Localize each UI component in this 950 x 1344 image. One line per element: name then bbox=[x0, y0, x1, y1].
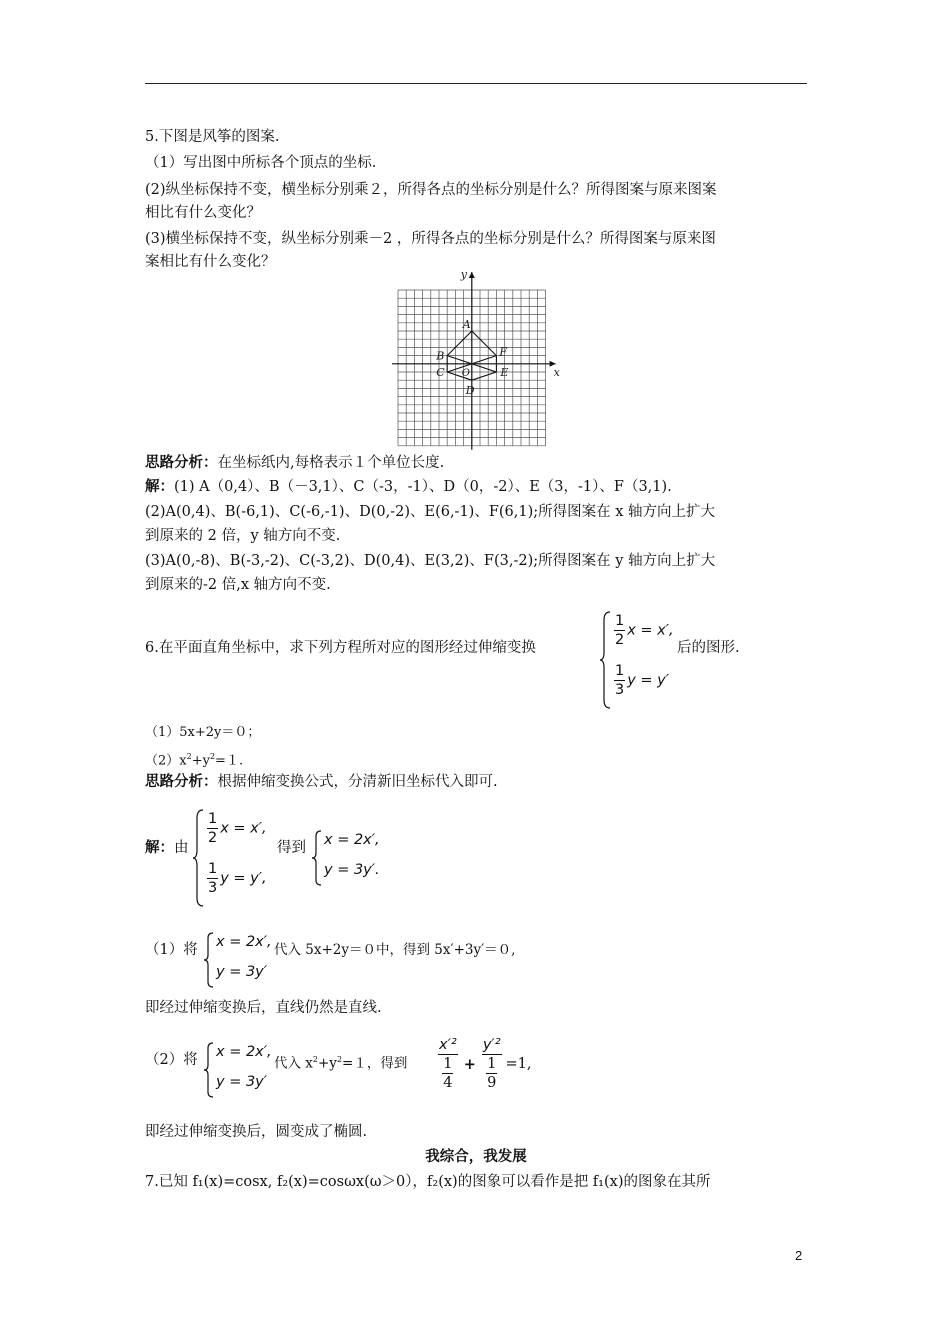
transform-eq-2: y = y′ bbox=[627, 672, 670, 689]
case1-post: 代入 5x+2y＝０中，得到 5x′+3y′＝０, bbox=[274, 942, 516, 958]
q7-text: 7.已知 f₁(x)=cosx, f₂(x)=cosωx(ω＞0），f₂(x)的图象可以看作是把 f₁(x)的图象在其所 bbox=[145, 1174, 711, 1190]
kite-coordinate-graph bbox=[390, 268, 565, 453]
x-axis-label: x bbox=[553, 365, 560, 379]
q5-solution-2-line1: (2)A(0,4)、B(-6,1)、C(-6,-1)、D(0,-2)、E(6,-1)、F(6,1);所得图案在 x 轴方向上扩大 bbox=[145, 504, 716, 520]
analysis-label: 思路分析： bbox=[145, 454, 218, 471]
q5-solution-1 bbox=[145, 477, 672, 497]
origin-label: O bbox=[461, 367, 471, 379]
left-brace-icon bbox=[204, 1042, 214, 1098]
q5-solution-3-line2: 到原来的-2 倍,x 轴方向不变. bbox=[145, 577, 331, 593]
case2-conclusion: 即经过伸缩变换后，圆变成了椭圆. bbox=[145, 1124, 368, 1140]
q5-solution-3-line1: (3)A(0,-8)、B(-3,-2)、C(-3,2)、D(0,4)、E(3,2)、F(3,-2);所得图案在 y 轴方向上扩大 bbox=[145, 553, 716, 569]
q5-part1: （1）写出图中所标各个顶点的坐标. bbox=[145, 155, 377, 171]
kite-edge bbox=[472, 372, 497, 380]
q5-analysis bbox=[145, 453, 444, 473]
case1-pre: （1）将 bbox=[145, 942, 198, 958]
q5-part3-line2: 案相比有什么变化？ bbox=[145, 254, 276, 270]
transform-eq-1: x = x′, bbox=[627, 622, 674, 639]
header-rule bbox=[145, 83, 807, 84]
kite-edge bbox=[447, 331, 472, 356]
q5-part2-line2: 相比有什么变化？ bbox=[145, 205, 261, 221]
case2-mid: 代入 $x^2+y^2=1$，得到 bbox=[274, 1055, 408, 1072]
q6-get: 得到 bbox=[277, 840, 306, 856]
left-brace-icon bbox=[204, 932, 214, 988]
left-brace-icon bbox=[312, 830, 322, 886]
q6-after: 后的图形. bbox=[677, 640, 740, 656]
page-number: 2 bbox=[795, 1248, 803, 1263]
q6-eq2: $(2)x^2+y^2=1$. bbox=[145, 752, 244, 769]
y-axis-label: y bbox=[460, 268, 468, 281]
point-label-a: A bbox=[462, 318, 471, 331]
fraction: $\frac{1}{3}$ bbox=[615, 663, 625, 698]
q6-intro: 6.在平面直角坐标中，求下列方程所对应的图形经过伸缩变换 bbox=[145, 640, 536, 656]
left-brace-icon bbox=[600, 610, 612, 710]
fraction: $\frac{1}{2}$ bbox=[615, 613, 625, 648]
point-label-f: F bbox=[499, 345, 508, 359]
left-brace-icon bbox=[193, 808, 205, 908]
solution-label: 解： bbox=[145, 478, 174, 495]
point-label-b: B bbox=[436, 349, 445, 363]
point-label-e: E bbox=[500, 366, 509, 379]
case2-pre: （2）将 bbox=[145, 1052, 198, 1068]
q5-title: 5.下图是风筝的图案. bbox=[145, 129, 280, 145]
case2-ellipse-equation: $\frac{\text{x′²}}{\frac{1}{4}}$ + $\frac{\text{y′²}}{\frac{1}{9}}$ =1, bbox=[439, 1037, 532, 1091]
q6-analysis: 思路分析：根据伸缩变换公式，分清新旧坐标代入即可. bbox=[145, 773, 498, 790]
kite-edge bbox=[472, 331, 497, 356]
y-axis-arrow bbox=[469, 272, 475, 278]
q5-solution-2-line2: 到原来的 2 倍，y 轴方向不变. bbox=[145, 528, 341, 544]
analysis-text: 在坐标纸内,每格表示１个单位长度. bbox=[217, 455, 445, 471]
case1-conclusion: 即经过伸缩变换后，直线仍然是直线. bbox=[145, 1000, 382, 1016]
q5-part2-line1: (2)纵坐标保持不变，横坐标分别乘２，所得各点的坐标分别是什么？所得图案与原来图案 bbox=[145, 182, 717, 198]
q6-solution-start: 解：由 bbox=[145, 839, 189, 856]
section-title: 我综合，我发展 bbox=[425, 1148, 527, 1165]
q5-part3-line1: (3)横坐标保持不变，纵坐标分别乘－2 ，所得各点的坐标分别是什么？所得图案与原来图 bbox=[145, 231, 716, 247]
q6-eq1: （1）5x+2y＝０； bbox=[145, 725, 261, 740]
point-label-c: C bbox=[436, 366, 445, 379]
point-label-d: D bbox=[465, 384, 475, 398]
solution-1-text: (1) A（0,4）、B（－3,1）、C（-3，-1）、D（0，-2）、E（3，-1）、F（3,1). bbox=[174, 479, 672, 495]
